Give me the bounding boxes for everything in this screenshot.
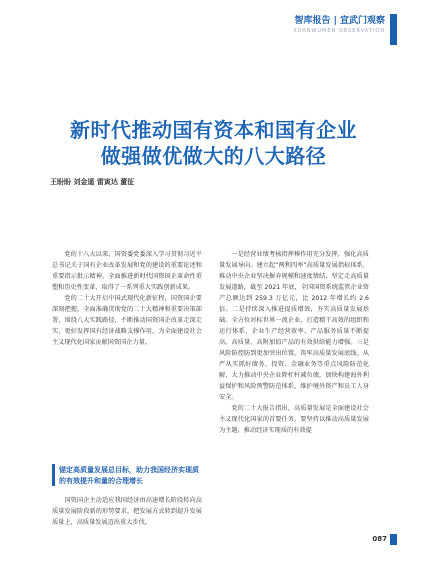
article-title-line-2: 做强做优做大的八大路径: [100, 144, 327, 168]
paragraph: 党的二十大报告指出，高质量发展是全面建设社会主义现代化国家的首要任务。要坚持以推动高质量发展为主题，推动经济实现质的有效提: [219, 405, 369, 434]
header-subtitle: XUANWUMEN OBSERVATION: [293, 28, 385, 34]
left-column: [52, 249, 202, 348]
header-title: 智库报告 | 宣武门观察: [294, 16, 385, 26]
paragraph: 国资国企主动适应我国经济由高速增长阶段转向高质量发展阶段新的形势要求，把发展方式转到提升发展质量上，高质量发展迈出重大步伐。: [52, 497, 202, 526]
paragraph: 党的二十大开启中国式现代化新征程，国资国企要深刻把握，全面准确贯彻党的二十大精神和重要决策部署，围绕八大实践路径，不断推动国资国企改革走深走实，更好发挥国有经济战略支撑作用，为全面建设社会主义现代化国家贡献国资国企力量。: [52, 295, 202, 346]
page-number: 087: [372, 535, 387, 543]
paragraph: 党的十八大以来，国资委党委深入学习贯彻习近平总书记关于国有企业改革发展和党的建设的重要论述和重要指示批示精神，全面推进新时代国资国企革命性重塑和历史性变革，取得了一系列重大实践创新成果。: [52, 251, 202, 291]
section-subheading: 锚定高质量发展总目标，助力我国经济实现质的有效提升和量的合理增长: [52, 464, 202, 486]
article-title: [0, 117, 427, 169]
article-title-line-1: 新时代推动国有资本和国有企业: [70, 118, 357, 142]
right-column: [219, 249, 369, 436]
article-authors: 王盼盼 刘金遥 雷寅达 董征: [50, 178, 135, 186]
page-header: [293, 15, 385, 36]
left-column-bottom: [52, 495, 202, 528]
page-number-marker: [390, 534, 397, 545]
paragraph: 一是经营业绩考核指挥棒作用充分发挥，强化高质量发展导向。建立起“两利四率”高质量发展指标体系，推动中央企业坚决摒弃规模和速度情结，坚定走高质量发展道路，截至 2021 年底，全国国资系统监管企业资产总额达到 259.3 万亿元，比 2012 年增长约 2.6 倍。二是持续深入推进提质增效，夯实高质量发展基础。全方位对标世界一流企业，打造精干高效的组织和运行体系，企业生产经营效率、产品服务质量不断提高，高质量、高附加值产品的有效供给能力增强。三是风险防控防到更加突出位置，筑牢高质量发展底线。从严从实抓好债务、投资、金融业务等重点风险防范化解，大力推动中央企业降杠杆减负债，加快构建海外利益保护和风险预警防范体系，维护境外资产和员工人身安全。: [219, 251, 369, 401]
header-accent-bar: [390, 14, 397, 45]
